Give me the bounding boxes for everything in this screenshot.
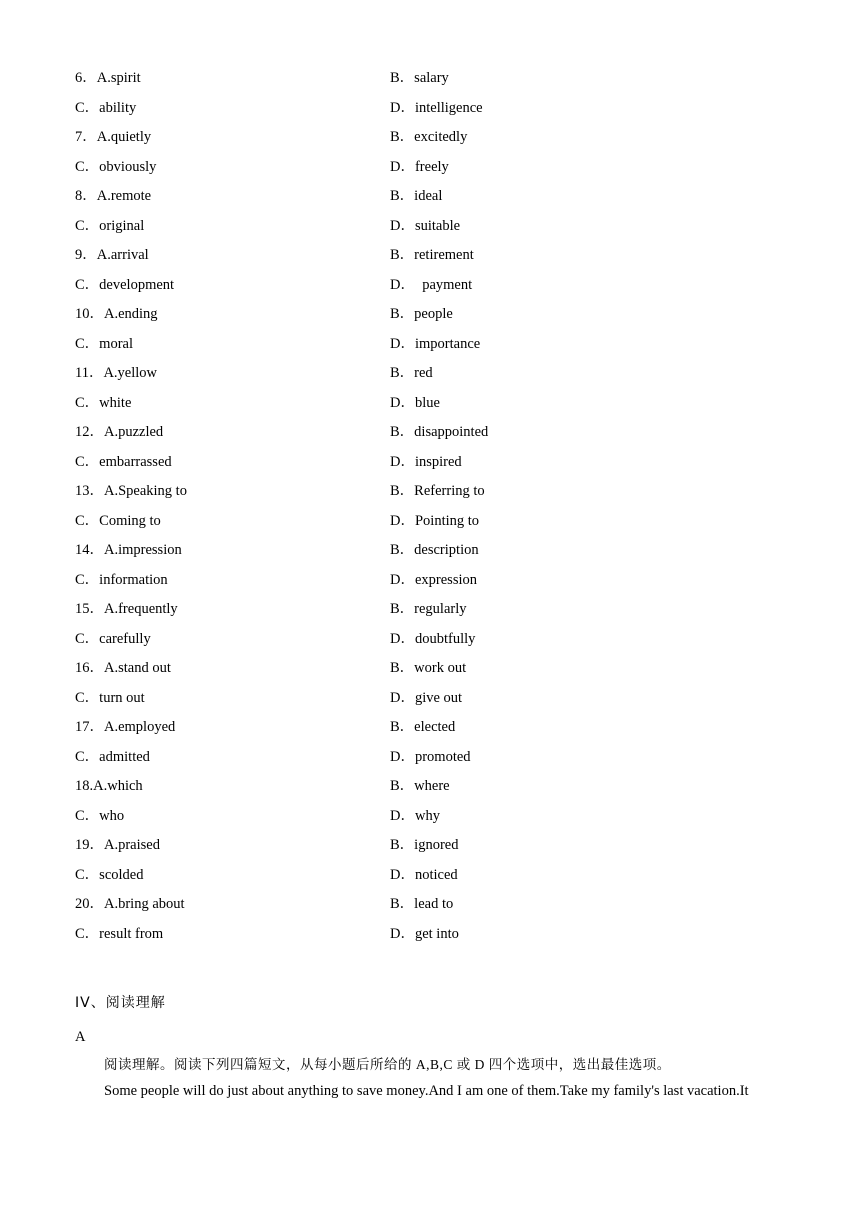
option-left: 18.A.which bbox=[75, 778, 143, 794]
option-right: B．work out bbox=[390, 660, 467, 676]
option-row bbox=[75, 713, 775, 743]
option-right: B．ideal bbox=[390, 188, 443, 204]
option-left: C．admitted bbox=[75, 748, 150, 765]
option-left: 13．A.Speaking to bbox=[75, 483, 187, 499]
option-left: C．result from bbox=[75, 925, 164, 942]
option-row bbox=[75, 448, 775, 478]
option-left: C．Coming to bbox=[75, 512, 161, 529]
instruction-text: 阅读理解。阅读下列四篇短文，从每小题后所给的 A,B,C 或 D 四个选项中，选出最佳选项。 bbox=[104, 1057, 671, 1072]
option-right: B．disappointed bbox=[390, 424, 489, 440]
option-row bbox=[75, 920, 775, 950]
option-right: D．noticed bbox=[390, 866, 458, 883]
option-row bbox=[75, 861, 775, 891]
option-left: C．white bbox=[75, 394, 132, 411]
option-right: D．inspired bbox=[390, 453, 462, 470]
passage-label: A bbox=[75, 1029, 86, 1045]
option-right: D． payment bbox=[390, 276, 473, 293]
option-right: B．elected bbox=[390, 719, 456, 735]
option-row bbox=[75, 625, 775, 655]
option-left: 14．A.impression bbox=[75, 542, 182, 558]
option-row bbox=[75, 94, 775, 124]
option-row bbox=[75, 64, 775, 94]
option-left: C．carefully bbox=[75, 630, 151, 647]
option-right: B．people bbox=[390, 306, 453, 322]
option-row bbox=[75, 684, 775, 714]
option-right: B．Referring to bbox=[390, 483, 485, 499]
option-row bbox=[75, 566, 775, 596]
option-left: 16．A.stand out bbox=[75, 660, 171, 676]
option-right: B．red bbox=[390, 365, 433, 381]
option-left: 17．A.employed bbox=[75, 719, 176, 735]
option-row bbox=[75, 153, 775, 183]
option-right: D．why bbox=[390, 807, 440, 824]
option-left: 7．A.quietly bbox=[75, 129, 152, 145]
option-row bbox=[75, 772, 775, 802]
option-right: D．intelligence bbox=[390, 99, 483, 116]
option-right: D．freely bbox=[390, 158, 449, 175]
option-right: D．importance bbox=[390, 335, 481, 352]
option-row bbox=[75, 802, 775, 832]
option-row bbox=[75, 890, 775, 920]
option-left: C．moral bbox=[75, 335, 133, 352]
option-left: 11．A.yellow bbox=[75, 365, 158, 381]
section-title: IV、阅读理解 bbox=[75, 995, 166, 1011]
option-left: C．turn out bbox=[75, 689, 145, 706]
option-row bbox=[75, 359, 775, 389]
option-row bbox=[75, 507, 775, 537]
option-row bbox=[75, 330, 775, 360]
option-row bbox=[75, 595, 775, 625]
option-right: D．Pointing to bbox=[390, 512, 480, 529]
option-left: 15．A.frequently bbox=[75, 601, 178, 617]
option-left: C．embarrassed bbox=[75, 453, 172, 470]
option-right: D．expression bbox=[390, 571, 477, 588]
option-row bbox=[75, 831, 775, 861]
option-right: B．lead to bbox=[390, 896, 454, 912]
option-left: 6．A.spirit bbox=[75, 70, 141, 86]
option-left: C．ability bbox=[75, 99, 137, 116]
option-left: 8．A.remote bbox=[75, 188, 152, 204]
option-right: D．promoted bbox=[390, 748, 471, 765]
option-right: D．doubtfully bbox=[390, 630, 476, 647]
option-left: 20．A.bring about bbox=[75, 896, 185, 912]
option-row bbox=[75, 418, 775, 448]
passage-text: Some people will do just about anything to save money.And I am one of them.Take my family's last vacation.It bbox=[104, 1083, 749, 1099]
option-left: C．original bbox=[75, 217, 145, 234]
option-right: B．where bbox=[390, 778, 450, 794]
option-row bbox=[75, 654, 775, 684]
option-left: C．who bbox=[75, 807, 125, 824]
option-left: C．information bbox=[75, 571, 168, 588]
option-row bbox=[75, 743, 775, 773]
option-row bbox=[75, 123, 775, 153]
option-right: D．get into bbox=[390, 925, 459, 942]
option-left: C．obviously bbox=[75, 158, 157, 175]
option-right: B．excitedly bbox=[390, 129, 468, 145]
option-row bbox=[75, 212, 775, 242]
option-row bbox=[75, 300, 775, 330]
option-left: 12．A.puzzled bbox=[75, 424, 164, 440]
option-right: B．retirement bbox=[390, 247, 474, 263]
option-left: C．development bbox=[75, 276, 175, 293]
option-right: D．give out bbox=[390, 689, 463, 706]
option-left: 9．A.arrival bbox=[75, 247, 149, 263]
option-left: 10．A.ending bbox=[75, 306, 158, 322]
option-right: B．regularly bbox=[390, 601, 467, 617]
answer-options-grid bbox=[75, 64, 775, 949]
option-row bbox=[75, 389, 775, 419]
option-row bbox=[75, 536, 775, 566]
option-row bbox=[75, 477, 775, 507]
option-row bbox=[75, 271, 775, 301]
option-row bbox=[75, 241, 775, 271]
option-right: B．salary bbox=[390, 70, 449, 86]
option-right: B．description bbox=[390, 542, 479, 558]
option-right: D．suitable bbox=[390, 217, 461, 234]
option-left: C．scolded bbox=[75, 866, 144, 883]
option-right: D．blue bbox=[390, 394, 440, 411]
option-left: 19．A.praised bbox=[75, 837, 160, 853]
option-right: B．ignored bbox=[390, 837, 459, 853]
option-row bbox=[75, 182, 775, 212]
